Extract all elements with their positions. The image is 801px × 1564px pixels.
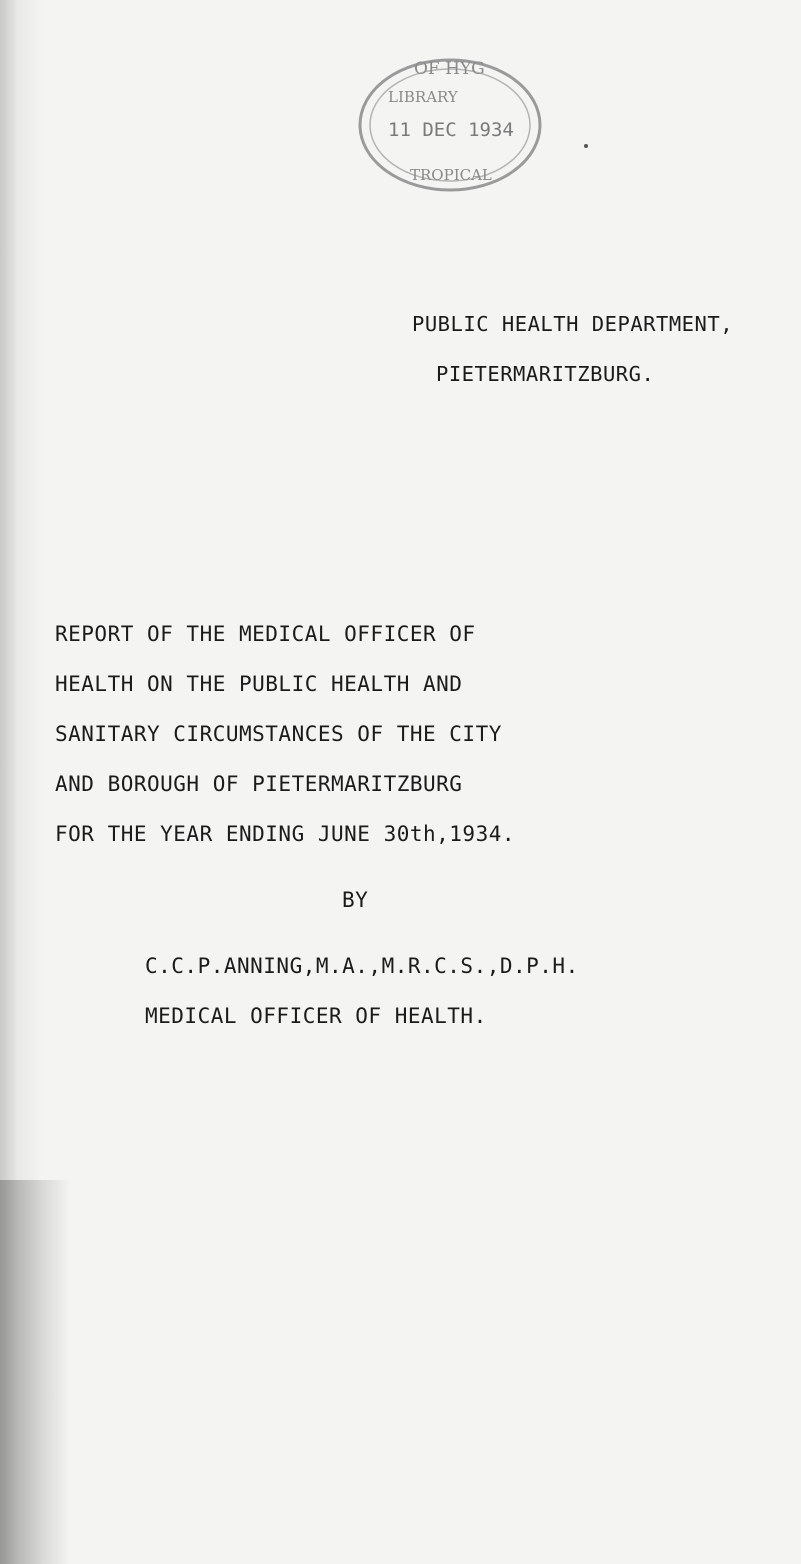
stamp-text-bottom: TROPICAL (410, 166, 492, 184)
library-stamp (330, 40, 680, 230)
city-name: PIETERMARITZBURG. (436, 362, 655, 386)
stamp-speck (584, 144, 588, 148)
title-line-5: FOR THE YEAR ENDING JUNE 30th,1934. (55, 822, 516, 846)
stamp-date: 11 DEC 1934 (388, 119, 514, 141)
title-line-1: REPORT OF THE MEDICAL OFFICER OF (55, 622, 476, 646)
binding-shadow (0, 1180, 70, 1564)
title-line-4: AND BOROUGH OF PIETERMARITZBURG (55, 772, 463, 796)
stamp-text-library: LIBRARY (388, 88, 458, 106)
by-label: BY (342, 888, 369, 912)
stamp-text-top: OF HYG (414, 59, 485, 79)
author-name: C.C.P.ANNING,M.A.,M.R.C.S.,D.P.H. (145, 954, 579, 978)
title-line-3: SANITARY CIRCUMSTANCES OF THE CITY (55, 722, 502, 746)
department-name: PUBLIC HEALTH DEPARTMENT, (412, 312, 734, 336)
title-line-2: HEALTH ON THE PUBLIC HEALTH AND (55, 672, 463, 696)
author-role: MEDICAL OFFICER OF HEALTH. (145, 1004, 487, 1028)
